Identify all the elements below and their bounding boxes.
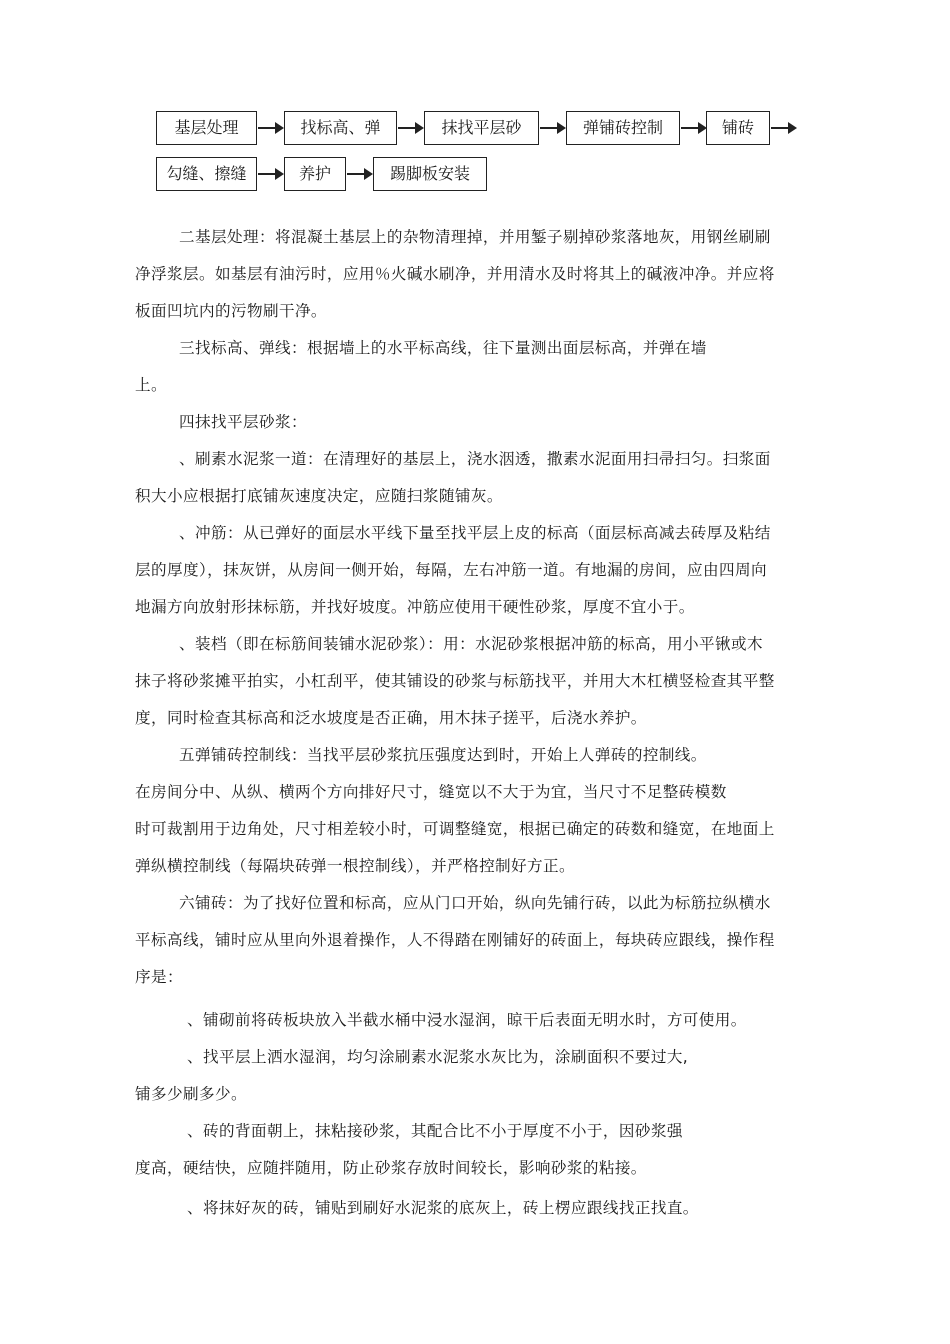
section-elevation-line-1: 三找标高、弹线：根据墙上的水平标高线，往下量测出面层标高，并弹在墙 (179, 339, 707, 357)
section-control-lines-line-1: 五弹铺砖控制线：当找平层砂浆抗压强度达到时，开始上人弹砖的控制线。 (179, 746, 707, 764)
sub-cement-slurry-line-1: 、刷素水泥浆一道：在清理好的基层上，浇水洇透，撒素水泥面用扫帚扫匀。扫浆面 (179, 450, 771, 468)
flow-step-curing: 养护 (284, 157, 346, 191)
sub-infill-line-3: 度，同时检查其标高和泛水坡度是否正确，用木抹子搓平，后浇水养护。 (135, 709, 647, 727)
section-tiling-line-2: 平标高线，铺时应从里向外退着操作，人不得踏在刚铺好的砖面上，每块砖应跟线，操作程 (135, 931, 775, 949)
section-base-treatment-line-1: 二基层处理：将混凝土基层上的杂物清理掉，并用錾子剔掉砂浆落地灰，用钢丝刷刷 (179, 228, 771, 246)
sub-screed-strips-line-2: 层的厚度），抹灰饼，从房间一侧开始，每隔，左右冲筋一道。有地漏的房间，应由四周向 (135, 561, 767, 579)
section-leveling-heading: 四抹找平层砂浆： (179, 413, 307, 431)
flow-arrow (398, 122, 424, 134)
section-tiling-line-1: 六铺砖：为了找好位置和标高，应从门口开始，纵向先铺行砖，以此为标筋拉纵横水 (179, 894, 771, 912)
sub-screed-strips-line-1: 、冲筋：从已弹好的面层水平线下量至找平层上皮的标高（面层标高减去砖厚及粘结 (179, 524, 771, 542)
section-elevation-line-2: 上。 (135, 376, 167, 394)
flow-step-leveling-layer: 抹找平层砂 (424, 111, 539, 145)
sub-screed-strips-line-3: 地漏方向放射形抹标筋，并找好坡度。冲筋应使用干硬性砂浆，厚度不宜小于。 (135, 598, 695, 616)
section-base-treatment-line-3: 板面凹坑内的污物刷干净。 (135, 302, 327, 320)
flow-arrow (258, 122, 284, 134)
flow-step-grouting: 勾缝、擦缝 (156, 157, 257, 191)
section-control-lines-line-2: 在房间分中、从纵、横两个方向排好尺寸，缝宽以不大于为宜，当尺寸不足整砖模数 (135, 783, 727, 801)
flow-arrow (347, 168, 373, 180)
flow-step-control-lines: 弹铺砖控制 (566, 111, 680, 145)
step-mortar-line-2: 度高，硬结快，应随拌随用，防止砂浆存放时间较长，影响砂浆的粘接。 (135, 1159, 647, 1177)
flow-step-lay-tiles: 铺砖 (706, 111, 770, 145)
flow-step-find-elevation: 找标高、弹 (284, 111, 397, 145)
step-soak-tiles: 、铺砌前将砖板块放入半截水桶中浸水湿润，晾干后表面无明水时，方可使用。 (187, 1011, 747, 1029)
step-wet-base-line-1: 、找平层上洒水湿润，均匀涂刷素水泥浆水灰比为，涂刷面积不要过大, (187, 1048, 689, 1066)
flow-step-skirting: 踢脚板安装 (373, 157, 487, 191)
flow-arrow (258, 168, 284, 180)
sub-infill-line-2: 抹子将砂浆摊平拍实，小杠刮平，使其铺设的砂浆与标筋找平，并用大木杠横竖检查其平整 (135, 672, 775, 690)
sub-cement-slurry-line-2: 积大小应根据打底铺灰速度决定，应随扫浆随铺灰。 (135, 487, 503, 505)
section-tiling-line-3: 序是： (135, 968, 183, 986)
flow-arrow (540, 122, 566, 134)
section-control-lines-line-4: 弹纵横控制线（每隔块砖弹一根控制线），并严格控制好方正。 (135, 857, 576, 875)
flow-arrow (681, 122, 707, 134)
sub-infill-line-1: 、装档（即在标筋间装铺水泥砂浆）：用：水泥砂浆根据冲筋的标高，用小平锹或木 (179, 635, 763, 653)
step-wet-base-line-2: 铺多少刷多少。 (135, 1085, 247, 1103)
section-base-treatment-line-2: 净浮浆层。如基层有油污时，应用％火碱水刷净，并用清水及时将其上的碱液冲净。并应将 (135, 265, 775, 283)
flow-arrow (771, 122, 797, 134)
flow-step-base-treatment: 基层处理 (156, 111, 257, 145)
section-control-lines-line-3: 时可裁割用于边角处，尺寸相差较小时，可调整缝宽，根据已确定的砖数和缝宽，在地面上 (135, 820, 775, 838)
step-place-tiles: 、将抹好灰的砖，铺贴到刷好水泥浆的底灰上，砖上楞应跟线找正找直。 (187, 1199, 699, 1217)
step-mortar-line-1: 、砖的背面朝上，抹粘接砂浆，其配合比不小于厚度不小于，因砂浆强 (187, 1122, 683, 1140)
